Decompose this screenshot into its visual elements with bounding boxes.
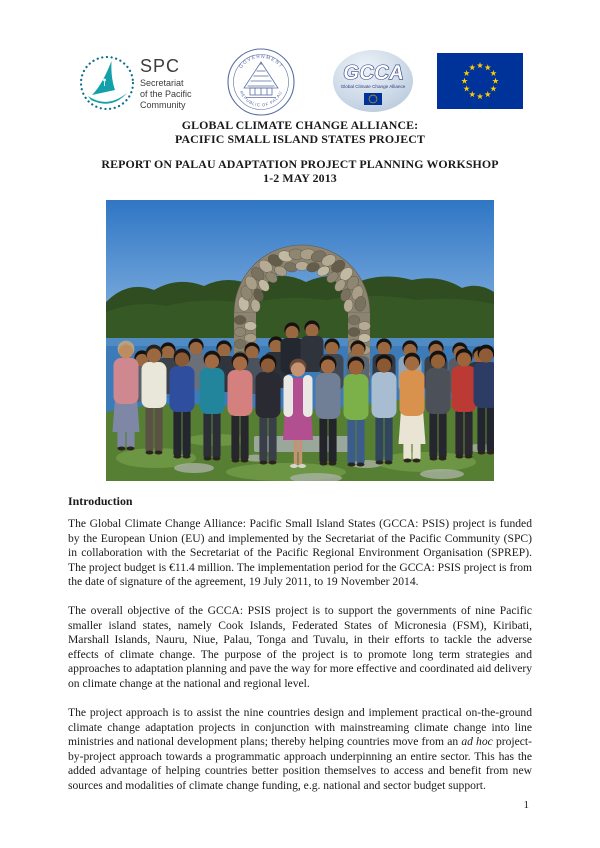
palau-seal-icon — [224, 45, 298, 119]
introduction-section — [68, 494, 532, 808]
report-title-line-2: 1-2 MAY 2013 — [263, 170, 337, 185]
intro-paragraph-2: The overall objective of the GCCA: PSIS project is to support the governments of nine Pacific smaller island states, namely Cook Islands, Federated States of Micronesia (FSM), Kiribati, Marshall Islands, Nauru, Niue, Palau, Tonga and Tuvalu, in their efforts to tackle the adverse effects of climate change. The purpose of the project is to promote long term strategies and approaches to adaptation planning and pave the way for more effective and coordinated aid delivery on climate change at the national and regional level. — [68, 604, 532, 690]
intro-paragraph-3 — [68, 706, 532, 793]
palau-government-seal — [224, 45, 298, 119]
title-line-1: GLOBAL CLIMATE CHANGE ALLIANCE: — [181, 118, 419, 132]
spc-logo — [78, 50, 220, 116]
gcca-subtitle: Global Climate Change Alliance — [340, 84, 406, 89]
group-photo-illustration — [106, 200, 494, 481]
spc-name-line1: Secretariat — [140, 78, 184, 88]
document-title-block — [0, 119, 600, 185]
introduction-heading: Introduction — [68, 494, 133, 508]
gcca-logo-icon — [331, 48, 415, 114]
spc-acronym: SPC — [140, 56, 181, 76]
seal-top-text: GOVERNMENT — [238, 54, 284, 70]
eu-flag-logo — [437, 53, 523, 109]
eu-flag-field — [437, 53, 523, 109]
para3-text-a: The project approach is to assist the nine countries design and implement practical on-the-ground climate change adaptation projects in conjunction with mainstreaming climate change into line ministries and national development plans; thereby helping countries move from an — [68, 706, 532, 749]
spc-sail-emblem-stem — [104, 81, 105, 86]
para3-text-b: project-by-project approach towards a programmatic approach underpinning an entire sector. This has the added advantage of helping countries better position themselves to access and benefit from new sources and modalities of climate change funding, e.g. national and sector budget support. — [68, 735, 532, 792]
para3-italic-adhoc: ad hoc — [461, 735, 493, 749]
seal-bai-house-icon — [244, 62, 278, 98]
title-line-2: PACIFIC SMALL ISLAND STATES PROJECT — [175, 131, 425, 146]
spc-name-line2: of the Pacific — [140, 89, 192, 99]
spc-name-line3: Community — [140, 100, 186, 110]
spc-wave-icon — [88, 93, 127, 104]
intro-paragraph-1: The Global Climate Change Alliance: Pacific Small Island States (GCCA: PSIS) project is funded by the European Union (EU) and implemented by the Secretariat of the Pacific Community (SPC) in collaboration with the Secretariat of the Pacific Regional Environment Organisation (SPREP). The project budget is €11.4 million. The implementation period for the GCCA: PSIS project is from the date of signature of the agreement, 19 July 2011, to 19 November 2014. — [68, 517, 533, 589]
gcca-acronym: GCCA — [341, 62, 406, 84]
spc-sail-icon — [92, 61, 115, 95]
workshop-group-photo — [106, 200, 494, 481]
eu-flag-icon — [437, 53, 523, 109]
spc-sail-emblem — [103, 79, 106, 82]
gcca-logo — [331, 48, 415, 114]
report-title-line-1: REPORT ON PALAU ADAPTATION PROJECT PLANNING WORKSHOP — [101, 157, 499, 172]
spc-logo-icon — [78, 50, 220, 116]
page-number: 1 — [523, 799, 529, 811]
seal-bottom-text: REPUBLIC OF PALAU — [238, 90, 284, 108]
gcca-mini-eu-flag-icon — [364, 93, 382, 105]
